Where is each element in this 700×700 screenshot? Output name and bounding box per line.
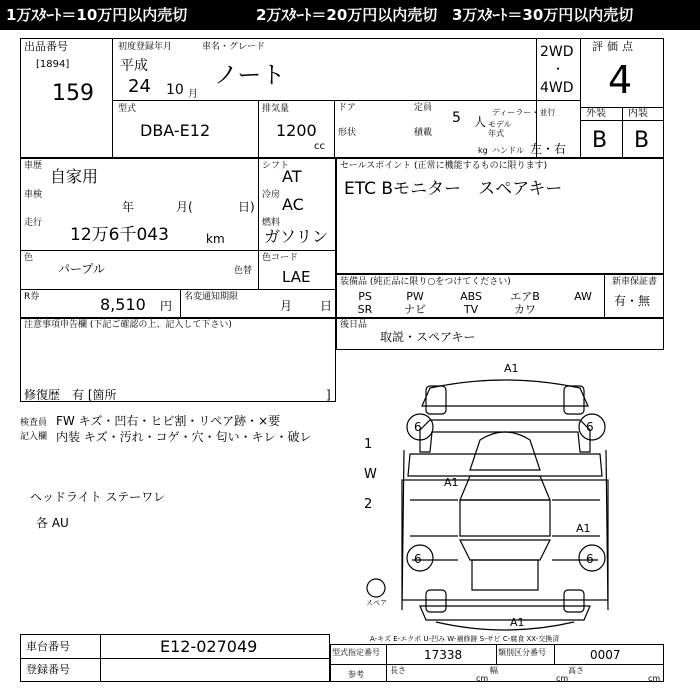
repair-close: ] bbox=[326, 388, 331, 402]
inspection-year: 年 bbox=[122, 200, 135, 214]
inspection-label: 車検 bbox=[24, 190, 43, 200]
sales-label: セールスポイント (正常に機能するものに限ります) bbox=[340, 161, 548, 171]
inspector-label2: 記入欄 bbox=[20, 432, 48, 442]
displacement-unit: cc bbox=[314, 141, 325, 152]
type-number-value: 17338 bbox=[424, 648, 463, 662]
inspector-label1: 検査員 bbox=[20, 418, 48, 428]
warranty-value: 有・無 bbox=[614, 294, 651, 308]
shift-value: AT bbox=[282, 167, 302, 186]
model-code: DBA-E12 bbox=[140, 121, 211, 140]
note-headlight: ヘッドライト ステーワレ bbox=[30, 490, 166, 504]
capacity-value: 5 bbox=[452, 110, 461, 126]
equip-pw: PW bbox=[406, 290, 424, 303]
era: 平成 bbox=[120, 58, 148, 74]
displacement-label: 排気量 bbox=[262, 104, 290, 114]
damage-a1-right: A1 bbox=[576, 522, 591, 535]
equip-leather: カワ bbox=[514, 303, 536, 316]
equip-airbag: エアB bbox=[510, 290, 540, 303]
chassis-value: E12-027049 bbox=[160, 637, 258, 656]
sales-box bbox=[336, 158, 664, 274]
use-label: 車歴 bbox=[24, 161, 43, 171]
capacity-unit: 人 bbox=[474, 115, 487, 129]
drive-sep: ・ bbox=[552, 62, 565, 76]
ref-label: 参考 bbox=[348, 670, 364, 679]
after-label: 後日品 bbox=[340, 320, 368, 330]
drive-2wd: 2WD bbox=[540, 44, 574, 60]
type-number-label: 型式指定番号 bbox=[332, 648, 380, 657]
notes-label: 注意事項申告欄 (下記ご確認の上、記入して下さい) bbox=[24, 320, 232, 330]
car-diagram bbox=[340, 360, 670, 640]
recycle-unit: 円 bbox=[160, 299, 173, 313]
drive-4wd: 4WD bbox=[540, 80, 574, 96]
width-label: 幅 bbox=[490, 666, 498, 675]
aircon-value: AC bbox=[282, 195, 304, 214]
interior-label: 内装 bbox=[628, 108, 648, 119]
reg-year: 24 bbox=[128, 76, 151, 97]
price-banner bbox=[0, 0, 700, 30]
name-change-month: 月 bbox=[280, 299, 293, 313]
color-code-value: LAE bbox=[282, 268, 311, 286]
damage-a1-bottom: A1 bbox=[510, 616, 525, 629]
exterior-label: 外装 bbox=[586, 108, 606, 119]
dealer-label: ディーラー・並行 bbox=[492, 108, 556, 117]
chassis-label: 車台番号 bbox=[26, 640, 70, 653]
recycle-label: R券 bbox=[24, 292, 40, 302]
name-change-day: 日 bbox=[320, 299, 333, 313]
lot-number: 159 bbox=[52, 81, 94, 106]
handle-value: 左・右 bbox=[530, 142, 567, 156]
kg-label: kg bbox=[478, 146, 488, 155]
fuel-label: 燃料 bbox=[262, 218, 281, 228]
exterior-value: B bbox=[592, 128, 608, 153]
door-label: ドア bbox=[338, 103, 356, 113]
cm1: cm bbox=[476, 674, 489, 683]
use-value: 自家用 bbox=[50, 167, 99, 186]
length-label: 長さ bbox=[390, 666, 406, 675]
mileage-label: 走行 bbox=[24, 218, 43, 228]
class-number-value: 0007 bbox=[590, 648, 621, 662]
tire-fl-mark: 6 bbox=[414, 420, 422, 434]
cm3: cm bbox=[648, 674, 661, 683]
color-label: 色 bbox=[24, 253, 34, 263]
cm2: cm bbox=[556, 674, 569, 683]
interior-value: B bbox=[634, 128, 650, 153]
shift-label: シフト bbox=[262, 161, 290, 171]
score-value: 4 bbox=[608, 58, 633, 102]
color-code-label: 色コード bbox=[262, 253, 299, 263]
tire-fr-mark: 6 bbox=[586, 420, 594, 434]
color-value: パープル bbox=[58, 262, 105, 276]
interior-line: 内装 キズ・汚れ・コゲ・穴・匂い・キレ・破レ bbox=[56, 430, 312, 444]
damage-a1-top: A1 bbox=[504, 362, 519, 375]
height-label: 高さ bbox=[568, 666, 584, 675]
repair-value: 有 [箇所 bbox=[72, 388, 117, 402]
equip-aw: AW bbox=[574, 290, 592, 303]
model-year-label: モデル年式 bbox=[488, 120, 512, 138]
month-unit: 月 bbox=[188, 89, 198, 100]
equip-navi: ナビ bbox=[404, 303, 426, 316]
repair-label: 修復歴 bbox=[24, 388, 61, 402]
mileage-value: 12万6千043 bbox=[70, 225, 169, 245]
inspection-day: 日) bbox=[238, 200, 255, 214]
recycle-value: 8,510 bbox=[100, 295, 146, 314]
damage-legend: A-キズ E-エクボ U-凹み W-補修跡 S-サビ C-腐食 XX-交換済 bbox=[370, 635, 560, 643]
banner-tier2: 2万ｽﾀｰﾄ＝20万円以内売切 bbox=[256, 6, 438, 24]
banner-tier3: 3万ｽﾀｰﾄ＝30万円以内売切 bbox=[452, 6, 634, 24]
equip-ps: PS bbox=[358, 290, 372, 303]
model-label: 型式 bbox=[118, 104, 137, 114]
car-name-label: 車名・グレード bbox=[202, 42, 266, 52]
name-change-label: 名変通知期限 bbox=[184, 292, 239, 302]
spare-label: スペア bbox=[366, 599, 387, 607]
tire-rr-mark: 6 bbox=[586, 552, 594, 566]
side-mark: 1W2 bbox=[364, 437, 377, 512]
displacement: 1200 bbox=[276, 121, 317, 140]
equip-tv: TV bbox=[463, 303, 479, 316]
score-label: 評価点 bbox=[592, 40, 637, 53]
tire-rl-mark: 6 bbox=[414, 552, 422, 566]
damage-a1-mid: A1 bbox=[444, 476, 459, 489]
reg-number-label: 登録番号 bbox=[26, 663, 70, 676]
fw-line: FW キズ・凹右・ヒビ割・リペア跡・×要 bbox=[56, 414, 281, 428]
lot-sub: [1894] bbox=[36, 59, 70, 70]
class-number-label: 類別区分番号 bbox=[498, 648, 546, 657]
handle-label: ハンドル bbox=[492, 146, 524, 155]
shape-label: 形状 bbox=[338, 128, 357, 138]
after-text: 取説・スペアキー bbox=[380, 330, 476, 344]
first-reg-label: 初度登録年月 bbox=[118, 42, 173, 52]
notes-box bbox=[20, 318, 336, 402]
warranty-label: 新車保証書 bbox=[612, 277, 658, 287]
cargo-label: 積載 bbox=[414, 128, 433, 138]
equip-sr: SR bbox=[357, 303, 373, 316]
mileage-unit: km bbox=[206, 232, 225, 246]
equipment-label: 装備品 (純正品に限り○をつけてください) bbox=[340, 277, 511, 287]
sales-text: ETC Bモニター スペアキー bbox=[344, 179, 563, 199]
lot-label: 出品番号 bbox=[24, 40, 68, 53]
inspection-month: 月( bbox=[176, 200, 193, 214]
car-name: ノート bbox=[214, 61, 286, 89]
aircon-label: 冷房 bbox=[262, 190, 281, 200]
note-each-au: 各 AU bbox=[36, 516, 69, 530]
capacity-label: 定員 bbox=[414, 103, 433, 113]
color-change-label: 色替 bbox=[234, 266, 253, 276]
banner-tier1: 1万ｽﾀｰﾄ＝10万円以内売切 bbox=[6, 6, 188, 24]
reg-month: 10 bbox=[166, 82, 184, 98]
fuel-value: ガソリン bbox=[264, 227, 329, 246]
equip-abs: ABS bbox=[460, 290, 482, 303]
